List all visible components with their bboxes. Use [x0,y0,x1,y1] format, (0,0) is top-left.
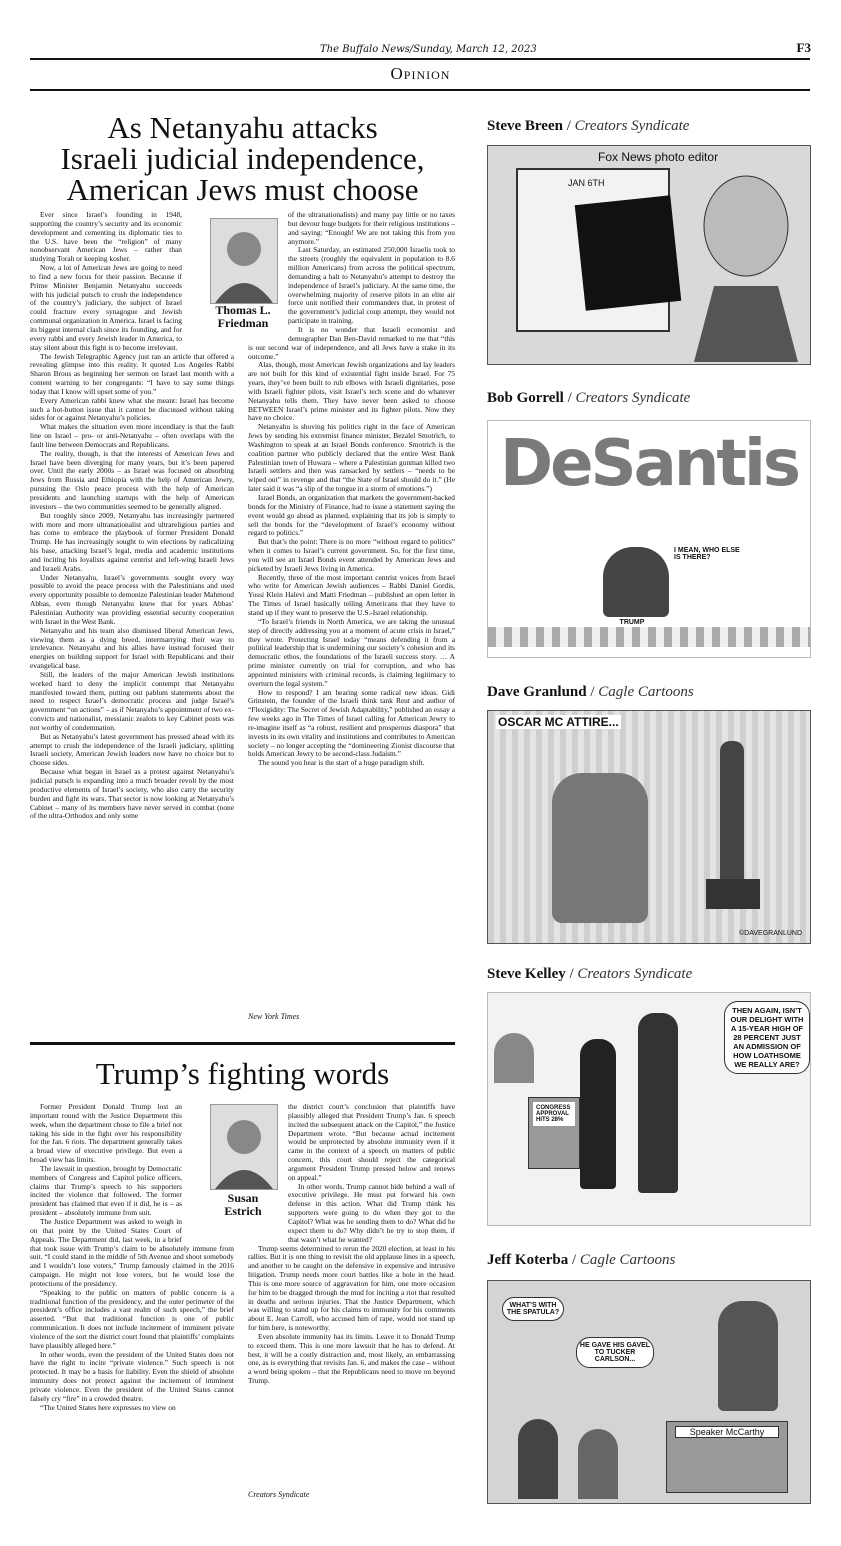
blackout-square [575,195,682,310]
paragraph: Netanyahu is shoving his politics right in the face of American Jews by sending his extremist finance minister, Bezalel Smotrich, to Washington to speak at an Israel Bonds conference. Smotrich is the coalition partner who publicly declared that the entire West Bank Palestinian town of Huwara – where a Palestinian gunman killed two Israeli settlers and then was ransacked by settlers – “needs to be wiped out” in revenge and that “the State of Israel should do it.” (He later said it was “a slip of the tongue in a storm of emotions.”) [248,422,455,494]
paragraph: But as Netanyahu’s latest government has pressed ahead with its attempt to crush the independence of the Israeli judiciary, splitting Israeli society, American Jewish leaders now have no choice but to choose sides. [30,731,234,768]
paragraph: Former President Donald Trump lost an important round with the Justice Department this week, when the department chose to file a brief not taking his side in the fight over his responsibility for the Jan. 6 riots. The department generally takes a broad view of executive privilege. But even a broad view has limits. [30,1103,182,1165]
paragraph: Alas, though, most American Jewish organizations and lay leaders are not built for this kind of existential fight inside Israel. For 75 years, they’ve been built to rub elbows with Israeli dignitaries, pose with Israeli fighter pilots, visit Israel’s tech scene and do whatever Netanyahu tells them. They have never been asked to choose BETWEEN Israel’s prime minister and its fighter pilots. Now they have no choice. [248,360,455,423]
photo-spacer [248,211,288,339]
spectator-figure [578,1429,618,1499]
cartoon3-header: Dave Granlund / Cagle Cartoons [487,684,694,700]
article1-headline [30,112,455,205]
syndicate-name: Creators Syndicate [577,966,693,982]
nameplate: Speaker McCarthy [675,1426,779,1438]
author-last: Estrich [224,1204,262,1218]
capitol-dome-icon [494,1033,534,1083]
paragraph: of the ultranationalists) and many pay little or no taxes but devour huge budgets for their religious institutions – and saying: “Enough! We are not taking this from you anymore.” [288,211,455,246]
cartoon5-header: Jeff Koterba / Cagle Cartoons [487,1252,676,1268]
speech-bubble-left: WHAT’S WITH THE SPATULA? [502,1297,564,1321]
paragraph: “To Israel’s friends in North America, we are taking the unusual step of directly addressing you at a moment of acute crisis in Israel,” they wrote. Protecting Israel today “means defending it from a political leadership that is undermining our society’s cohesion and its democratic ethos, the foundations of the Israeli success story. … A prime minister currently on trial for corruption, and who has appointed ministers with criminal records, is claiming legitimacy to overturn the legal system.” [248,616,455,688]
cartoon2-header: Bob Gorrell / Creators Syndicate [487,390,691,406]
paragraph: “Speaking to the public on matters of public concern is a traditional function of the presidency, and the outer perimeter of the president’s office includes a vast realm of such speech,” the brief asserted. “But that traditional function is one of public communication. It does not include incitement of imminent private violence of the sort the district court found that plaintiffs’ complaints have plausibly alleged here.” [30,1287,234,1350]
headline-line: As Netanyahu attacks [107,110,378,145]
paragraph: The lawsuit in question, brought by Democratic members of Congress and Capitol police officers, claims that Trump’s speech to his supporters incited the violence that followed. The former president has claimed that even if it did, he is – as president – absolutely immune from suit. [30,1163,182,1218]
top-rule [30,58,810,60]
artist-signature: ©DAVEGRANLUND [739,930,802,937]
headline-line: Israeli judicial independence, [60,141,425,176]
photo-spacer [248,1103,288,1243]
article-divider [30,1042,455,1045]
cartoon3-image [487,710,811,944]
page-number: F3 [796,40,811,55]
figure-tall [638,1013,678,1193]
headline-line: American Jews must choose [66,172,419,207]
cartoon1-header: Steve Breen / Creators Syndicate [487,118,690,134]
paragraph: The Jewish Telegraphic Agency just ran an article that offered a revealing glimpse into this reality. It quoted Los Angeles Rabbi Sharon Brous as beginning her sermon on Israel last month with a content warning to her congregants: “I have to say some things today that I know will upset some of you.” [30,351,234,396]
speaker-figure [718,1301,778,1411]
article2-col2 [248,1103,455,1485]
photo-spacer [182,1103,234,1243]
article1-col1 [30,211,234,1023]
paragraph: Trump seems determined to rerun the 2020 election, at least in his rallies. But it is one thing to revisit the old applause lines in a speech, and another to be caught on the defensive in expensive and intrusive litigation. Trump needs more court battles like a hole in the head. This is one more source of aggravation for him, one more occasion for him to be dragged through the mud for inciting a riot that resulted in deaths and serious injuries. That the Justice Department, which was willing to stand up for his claims to immunity for his comments about E. Jean Carroll, who accused him of rape, would not stand up for him here, is noteworthy. [248,1243,455,1333]
cartoon2-image [487,420,811,658]
paragraph: Under Netanyahu, Israel’s governments sought every way possible to avoid the peace process with the Palestinians and used every opportunity possible to demonize Palestinian leader Mahmoud Abbas, even though Netanyahu knew that for years Abbas’ Palestinian Authority was providing essential security cooperation with Israel in the West Bank. [30,572,234,626]
article2-headline: Trump’s fighting words [95,1056,390,1091]
paragraph: It is no wonder that Israeli economist and demographer Dan Ben-David remarked to me that “this is our second war of independence, and all Jews have a stake in its outcome.” [248,324,455,361]
speech-bubble: I MEAN, WHO ELSE IS THERE? [674,547,740,561]
section-title: Opinion [390,64,451,83]
paragraph: Israel Bonds, an organization that markets the government-backed bonds for the Ministry of Finance, had to issue a statement saying the event would go ahead as planned, explaining that its job is simply to sell the bonds for the “development of Israel’s economy without regard to politics.” [248,493,455,538]
cartoon-caption: Fox News photo editor [598,150,719,164]
paragraph: The Justice Department was asked to weigh in on that point by the United States Court of Appeals. The Department did, last week, in a brief that took issue with Trump’s claim to be absolutely immune from suit. “I could stand in the middle of 5th Avenue and shoot somebody and I wouldn’t lose voters,” Trump famously claimed in the 2016 campaign. He might not lose voters, but he would lose the protections of the presidency. [30,1216,234,1288]
cartoon4-header: Steve Kelley / Creators Syndicate [487,966,693,982]
artist-name: Steve Kelley [487,966,566,982]
paragraph: Now, a lot of American Jews are going to need to find a new focus for their passion. Because if Prime Minister Benjamin Netanyahu succeeds with his judicial putsch to crush the independence of the country’s judiciary, the subject of Israel could fracture every synagogue and Jewish communal organization in America. Israel is facing its biggest internal clash since its founding, and for every rabbi and every Jewish leader in America, to stay silent about this fight is to become irrelevant. [30,263,182,352]
artist-name: Steve Breen [487,118,563,134]
paragraph: Every American rabbi knew what she meant: Israel has become such a hot-button issue that it cannot be discussed without taking sides for or against Netanyahu’s policies. [30,395,234,423]
elephant-figure [603,547,669,617]
spectator-figure [518,1419,558,1499]
artist-name: Jeff Koterba [487,1252,569,1268]
paragraph: “The United States here expresses no view on [40,1402,176,1412]
news-box [528,1097,580,1169]
article1-credit: New York Times [248,1012,300,1021]
paragraph: The reality, though, is that the interests of American Jews and Israel have been diverging for many years, but it’s been papered over. Until the early 2000s – as Israel was focused on absorbing Jews from Russia and Ethiopia with the help of American Jewry, pursuing the Oslo peace process with the help of American presidents and launching startups with the help of American investors – the two communities seemed to be generally aligned. [30,448,234,511]
checker-floor [488,627,810,647]
syndicate-name: Creators Syndicate [575,390,691,406]
syndicate-name: Cagle Cartoons [598,684,694,700]
paragraph: What makes the situation even more incendiary is that the fault line on Israel – pro- or anti-Netanyahu – often overlaps with the fault line between Democrats and Republicans. [30,422,234,449]
article2-credit: Creators Syndicate [248,1490,310,1499]
armored-figure [552,773,648,923]
section-rule [30,89,810,91]
syndicate-name: Cagle Cartoons [579,1252,676,1268]
easel-board [516,168,670,332]
speaker-podium [666,1421,788,1493]
cartoon1-image [487,145,811,365]
artist-name: Bob Gorrell [487,390,564,406]
syndicate-name: Creators Syndicate [574,118,690,134]
paragraph: But that’s the point: There is no more “without regard to politics” when it comes to Israel’s current government. So, for the first time, you will see an Israel Bonds event attended by American Jews and picketed by Israeli Jews living in America. [248,537,455,573]
paragraph: The sound you hear is the start of a huge paradigm shift. [258,758,425,768]
paragraph: the district court’s conclusion that plaintiffs have plausibly alleged that President Trump’s Jan. 6 speech incited the subsequent attack on the Capitol,” the Justice Department wrote. “But because actual incitement would be unprotected by absolute immunity even if it came in the context of a speech on matters of public concern, this court should reject the categorical argument President Trump pressed below and renews on appeal.” [288,1103,455,1182]
paragraph: How to respond? I am hearing some radical new ideas. Gidi Grinstein, the founder of the Israeli think tank Reut and author of “Flexigidity: The Secret of Jewish Adaptability,” published an essay a few weeks ago in The Times of Israel calling for American Jewry to re-imagine itself as “a robust, resilient and prosperous diaspora” that invests in its own vitality and institutions and contributes to American society – no longer accepting the “domineering Zionist discourse that holds American Jewry to be second-class Judaism.” [248,687,455,759]
paragraph: But roughly since 2009, Netanyahu has increasingly partnered with more and more ultranationalist and ultrareligious parties and has come to embrace the playbook of former President Donald Trump. He has increasingly sought to win elections by radicalizing his base, attacking Israel’s legal, media and academic institutions and inciting his loyalists against centrist and left-wing Israeli Jews and Israeli Arabs. [30,510,234,573]
author-last: Friedman [217,316,269,330]
author-first: Susan [227,1191,259,1205]
article2-col1 [30,1103,234,1503]
artist-name: Dave Granlund [487,684,587,700]
board-label: JAN 6TH [568,178,605,188]
paragraph: Last Saturday, an estimated 250,000 Israelis took to the streets (roughly the equivalent in population to 8.6 million Americans) from across the political spectrum, demanding a halt to Netanyahu’s attempt to destroy the independence of Israel’s judiciary. At the same time, the overwhelming majority of reserve pilots in an elite air force unit notified their commanders that, in protest of the government’s judicial coup attempt, they would not participate in training. [288,245,455,326]
headline-sign: CONGRESS APPROVAL HITS 28% [533,1102,575,1126]
speech-bubble-right: HE GAVE HIS GAVEL TO TUCKER CARLSON... [576,1337,654,1368]
paragraph: Netanyahu and his team also dismissed liberal American Jews, viewing them as a dying breed, intermarrying their way to irrelevance. Netanyahu and his allies have instead focused their energies on building support for Israel with Republicans and their evangelical base. [30,625,234,671]
folio: The Buffalo News/Sunday, March 12, 2023 [320,44,537,55]
paragraph: Because what began in Israel as a protest against Netanyahu’s judicial putsch is expanding into a much broader revolt by the most productive elements of Israel’s society, who also carry the security burden and fight its wars. That sector is now looking at Netanyahu’s Cabinet – many of its members have never served in combat (none of the ultra-Orthodox and only some [30,767,234,821]
caricature-icon [684,166,808,362]
figure-short [580,1039,616,1189]
cartoon4-image [487,992,811,1226]
paragraph: In other words, Trump cannot hide behind a wall of executive privilege. He must put forward his own defense in this action. What did Trump think his supporters were going to do when they got to the Capitol? What was he sending them to do? What did he expect them to do? Why didn’t he try to stop them, if that wasn’t what he wanted? [288,1181,455,1244]
paragraph: In other words, even the president of the United States does not have the right to incite “private violence.” Such speech is not protected. It may be a basis for liability. Even the shield of absolute immunity does not protect against the incitement of imminent private violence. Even the president of the United States cannot falsely cry “fire” in a crowded theatre. [30,1349,234,1403]
cartoon-title: DeSantis [500,427,798,501]
paragraph: Still, the leaders of the major American Jewish institutions worked hard to deny the implicit contempt that Netanyahu manifested toward them, putting out pablum statements about the need to respect Israel’s democratic process and judge Israel’s government “on actions” – as if Netanyahu’s appointment of two ex-convicts and nationalist, messianic zealots to key Cabinet posts was not worthy of condemnation. [30,669,234,732]
paragraph: Ever since Israel’s founding in 1948, supporting the country’s security and its economic development and cementing its diplomatic ties to the U.S. have been the “religion” of many nonobservant American Jews – rather than studying Torah or keeping kosher. [30,211,182,264]
statue-base [706,879,760,909]
speech-bubble: THEN AGAIN, ISN’T OUR DELIGHT WITH A 15-YEAR HIGH OF 28 PERCENT JUST AN ADMISSION OF HOW LOATHSOME WE REALLY ARE? [724,1001,810,1074]
cartoon5-image [487,1280,811,1504]
paragraph: Even absolute immunity has its limits. Leave it to Donald Trump to exceed them. This is one more lawsuit that he has to defend. At best, it will be a costly distraction and, most likely, an embarrassing one, as is everything that revisits Jan. 6, and makes the case – without a word being spoken – that the Republicans need to move on beyond Trump. [248,1331,455,1386]
paragraph: Recently, three of the most important centrist voices from Israel who write for American Jewish audiences – Rabbi Daniel Gordis, Yossi Klein Halevi and Matti Friedman – published an open letter in The Times of Israel basically telling Americans that they have to stand up if they want to preserve the U.S.-Israel relationship. [248,572,455,617]
podium-label: TRUMP [619,619,645,626]
author-first: Thomas L. [215,303,271,317]
cartoon-caption: OSCAR MC ATTIRE... [498,715,619,729]
oscar-statue [720,741,744,881]
photo-spacer [182,211,234,339]
article1-col2 [248,211,455,1011]
